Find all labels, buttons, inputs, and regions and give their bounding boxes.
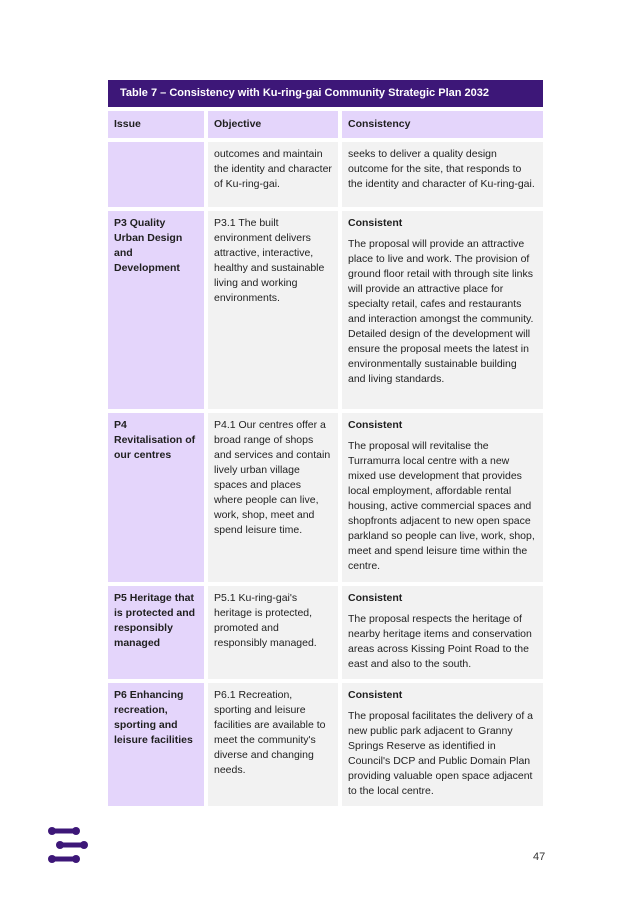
consistency-status: Consistent — [348, 689, 403, 701]
consistency-text: The proposal will revitalise the Turramurra local centre with a new mixed use development that provides local employment, affordable rental housing, active commercial spaces and shopfronts adjacent to new open space parkland so people can live, work, shop, meet and spend leisure time within the centre. — [348, 440, 535, 572]
consistency-cell — [342, 413, 543, 582]
header-issue: Issue — [108, 111, 204, 138]
brand-logo-icon — [46, 825, 90, 870]
issue-cell — [108, 142, 204, 207]
table-row — [108, 413, 543, 582]
header-objective: Objective — [208, 111, 338, 138]
consistency-cell — [342, 586, 543, 679]
header-consistency: Consistency — [342, 111, 543, 138]
page-number: 47 — [533, 851, 546, 863]
consistency-cell — [342, 683, 543, 806]
issue-cell: P4 Revitalisation of our centres — [108, 413, 204, 582]
consistency-status: Consistent — [348, 419, 403, 431]
objective-cell: P5.1 Ku-ring-gai's heritage is protected, promoted and responsibly managed. — [208, 586, 338, 679]
table-row — [108, 683, 543, 806]
table-row — [108, 586, 543, 679]
table-title: Table 7 – Consistency with Ku-ring-gai Community Strategic Plan 2032 — [108, 80, 543, 107]
objective-cell: P4.1 Our centres offer a broad range of shops and services and contain lively urban village spaces and places where people can live, work, shop, meet and spend leisure time. — [208, 413, 338, 582]
consistency-cell — [342, 211, 543, 409]
objective-cell: outcomes and maintain the identity and character of Ku-ring-gai. — [208, 142, 338, 207]
table-row — [108, 211, 543, 409]
consistency-text: The proposal respects the heritage of nearby heritage items and conservation areas across Kissing Point Road to the east and also to the south. — [348, 613, 532, 670]
consistency-text: seeks to deliver a quality design outcome for the site, that responds to the identity and character of Ku-ring-gai. — [348, 148, 535, 190]
consistency-text: The proposal will provide an attractive place to live and work. The provision of ground floor retail with through site links will provide an attractive place for specialty retail, cafes and restaurants and interaction amongst the community. Detailed design of the development will ensure the proposal meets the latest in environmentally sustainable building and living standards. — [348, 238, 534, 385]
issue-cell: P6 Enhancing recreation, sporting and leisure facilities — [108, 683, 204, 806]
consistency-status: Consistent — [348, 592, 403, 604]
consistency-cell — [342, 142, 543, 207]
consistency-text: The proposal facilitates the delivery of a new public park adjacent to Granny Springs Reserve as identified in Council's DCP and Public Domain Plan providing valuable open space adjacent to the local centre. — [348, 710, 534, 797]
table-header-row — [108, 111, 543, 138]
objective-cell: P3.1 The built environment delivers attractive, interactive, healthy and sustainable living and working environments. — [208, 211, 338, 409]
issue-cell: P5 Heritage that is protected and responsibly managed — [108, 586, 204, 679]
table-row — [108, 142, 543, 207]
issue-cell: P3 Quality Urban Design and Development — [108, 211, 204, 409]
consistency-status: Consistent — [348, 217, 403, 229]
objective-cell: P6.1 Recreation, sporting and leisure facilities are available to meet the community's diverse and changing needs. — [208, 683, 338, 806]
consistency-table — [108, 80, 543, 810]
